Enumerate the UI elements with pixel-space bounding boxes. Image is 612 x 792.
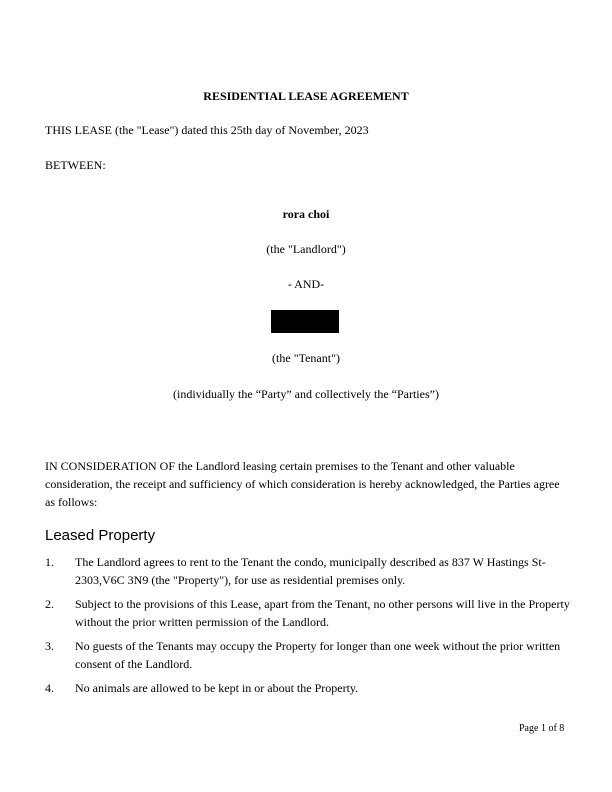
document-title: RESIDENTIAL LEASE AGREEMENT	[203, 89, 409, 103]
clause-item	[45, 553, 570, 589]
section-heading-leased-property: Leased Property	[45, 527, 156, 544]
page-number-footer: Page 1 of 8	[519, 723, 565, 734]
parties-definition: (individually the “Party” and collectively the “Parties”)	[173, 387, 439, 401]
clause-number: 1.	[45, 555, 54, 569]
lease-intro-line: THIS LEASE (the "Lease") dated this 25th day of November, 2023	[45, 123, 369, 137]
between-label: BETWEEN:	[45, 158, 106, 172]
clause-text: No animals are allowed to be kept in or about the Property.	[75, 681, 359, 695]
clause-number: 2.	[45, 597, 54, 611]
clause-list	[45, 553, 570, 703]
landlord-role: (the "Landlord")	[266, 242, 346, 256]
clause-text: The Landlord agrees to rent to the Tenant the condo, municipally described as 837 W Hastings St-2303,V6C 3N9 (the "Property"), for use as residential premises only.	[75, 555, 546, 587]
clause-text: Subject to the provisions of this Lease, apart from the Tenant, no other persons will live in the Property without the prior written permission of the Landlord.	[75, 597, 570, 629]
clause-number: 3.	[45, 639, 54, 653]
clause-number: 4.	[45, 681, 54, 695]
consideration-paragraph: IN CONSIDERATION OF the Landlord leasing certain premises to the Tenant and other valuable consideration, the receipt and sufficiency of which consideration is hereby acknowledged, the Parties agree as follows:	[45, 459, 560, 509]
clause-item	[45, 637, 570, 673]
landlord-name: rora choi	[282, 207, 330, 221]
and-separator: - AND-	[287, 277, 325, 291]
tenant-name-redaction	[271, 310, 339, 333]
clause-item	[45, 595, 570, 631]
clause-item	[45, 679, 570, 697]
clause-text: No guests of the Tenants may occupy the Property for longer than one week without the prior written consent of the Landlord.	[75, 639, 561, 671]
tenant-role: (the "Tenant")	[272, 351, 340, 365]
